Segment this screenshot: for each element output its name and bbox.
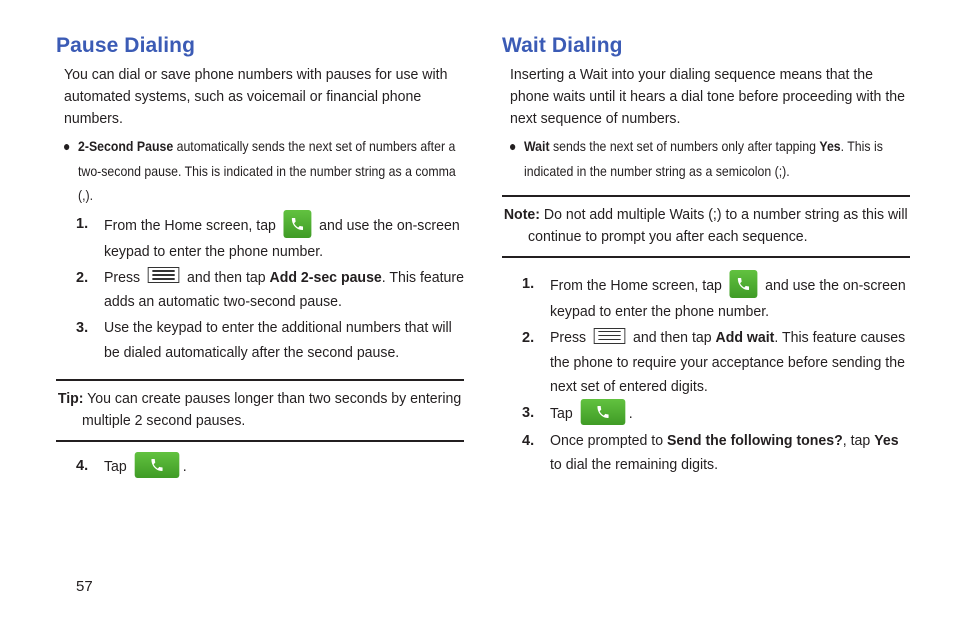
bullet-dot: ●: [509, 138, 517, 154]
send-tones-label: Send the following tones?: [667, 431, 843, 449]
pause-steps-list-continued: [56, 454, 464, 480]
phone-call-icon: [284, 210, 312, 238]
bullet-term: Wait: [524, 138, 550, 154]
step-text: Once prompted to: [550, 431, 664, 449]
bullet-text: automatically sends the next set of numbers after a two-second pause. This is indicated in the number string as a comma (,).: [78, 138, 456, 203]
pause-dialing-intro: You can dial or save phone numbers with pauses for use with automated systems, such as voicemail or financial phone numbers.: [64, 66, 448, 127]
bullet-term: 2-Second Pause: [78, 138, 174, 154]
wait-steps-list: [502, 272, 910, 478]
list-item: [56, 454, 464, 480]
step-number: 1.: [76, 215, 89, 232]
step-text: Use the keypad to enter the additional numbers that will be dialed automatically after the second pause.: [104, 319, 452, 361]
step-number: 1.: [522, 276, 535, 292]
step-text: Tap: [550, 405, 573, 423]
step-text: , tap: [842, 431, 871, 449]
step-text: .: [182, 458, 187, 476]
page-number: 57: [76, 578, 93, 595]
wait-dialing-intro: Inserting a Wait into your dialing sequence means that the phone waits until it hears a dial tone before proceeding with the next sequence of numbers.: [510, 66, 905, 127]
step-number: 4.: [522, 432, 535, 449]
add-2-sec-pause-label: Add 2-sec pause: [269, 268, 382, 286]
list-item: [502, 429, 910, 478]
note-label: Note:: [503, 206, 540, 223]
step-text: .: [628, 405, 633, 423]
note-text: Do not add multiple Waits (;) to a number string as this will continue to prompt you after each sequence.: [528, 206, 908, 245]
phone-call-icon: [580, 399, 625, 425]
wait-dialing-heading: Wait Dialing: [502, 34, 623, 57]
menu-key-icon: [594, 328, 626, 344]
step-number: 3.: [522, 405, 535, 421]
list-item: [502, 401, 910, 427]
step-text: Press: [550, 329, 587, 346]
menu-key-icon: [148, 267, 180, 283]
bullet-text: . This is indicated in the number string as a semicolon (;).: [524, 138, 883, 179]
step-number: 4.: [76, 458, 89, 474]
step-text: . This feature adds an automatic two-second pause.: [104, 268, 464, 310]
list-item: [56, 316, 464, 365]
bullet-text: sends the next set of numbers only after tapping: [549, 138, 820, 154]
step-text: Press: [104, 268, 141, 286]
list-item: [56, 212, 464, 265]
list-item: [502, 326, 910, 400]
step-text: and use the on-screen keypad to enter the phone number.: [550, 277, 906, 320]
bullet-term-yes: Yes: [819, 138, 841, 154]
step-text: From the Home screen, tap: [104, 216, 276, 234]
wait-bullet: [509, 134, 911, 183]
step-text: Tap: [104, 458, 127, 476]
bullet-dot: ●: [63, 138, 71, 154]
add-wait-label: Add wait: [715, 329, 775, 346]
step-text: and then tap: [633, 329, 712, 346]
list-item: [502, 272, 910, 325]
step-number: 2.: [76, 269, 89, 286]
step-number: 2.: [522, 330, 535, 346]
phone-call-icon: [730, 270, 758, 298]
yes-label: Yes: [874, 431, 899, 449]
note-box: [502, 195, 910, 258]
phone-call-icon: [134, 452, 179, 478]
step-text: . This feature causes the phone to require your acceptance before sending the next set of entered digits.: [550, 329, 906, 395]
step-text: to dial the remaining digits.: [550, 456, 719, 473]
step-number: 3.: [76, 320, 89, 336]
pause-steps-list: [56, 212, 464, 366]
tip-box: [56, 379, 464, 442]
pause-dialing-heading: Pause Dialing: [56, 34, 196, 57]
wait-dialing-section: [502, 34, 910, 479]
tip-text: You can create pauses longer than two seconds by entering multiple 2 second pauses.: [82, 390, 462, 429]
step-text: and use the on-screen keypad to enter the phone number.: [104, 216, 460, 260]
step-text: and then tap: [187, 268, 266, 286]
tip-label: Tip:: [57, 390, 84, 407]
list-item: [56, 266, 464, 315]
step-text: From the Home screen, tap: [550, 277, 722, 295]
two-second-pause-bullet: [63, 134, 465, 208]
pause-dialing-section: [56, 34, 464, 482]
